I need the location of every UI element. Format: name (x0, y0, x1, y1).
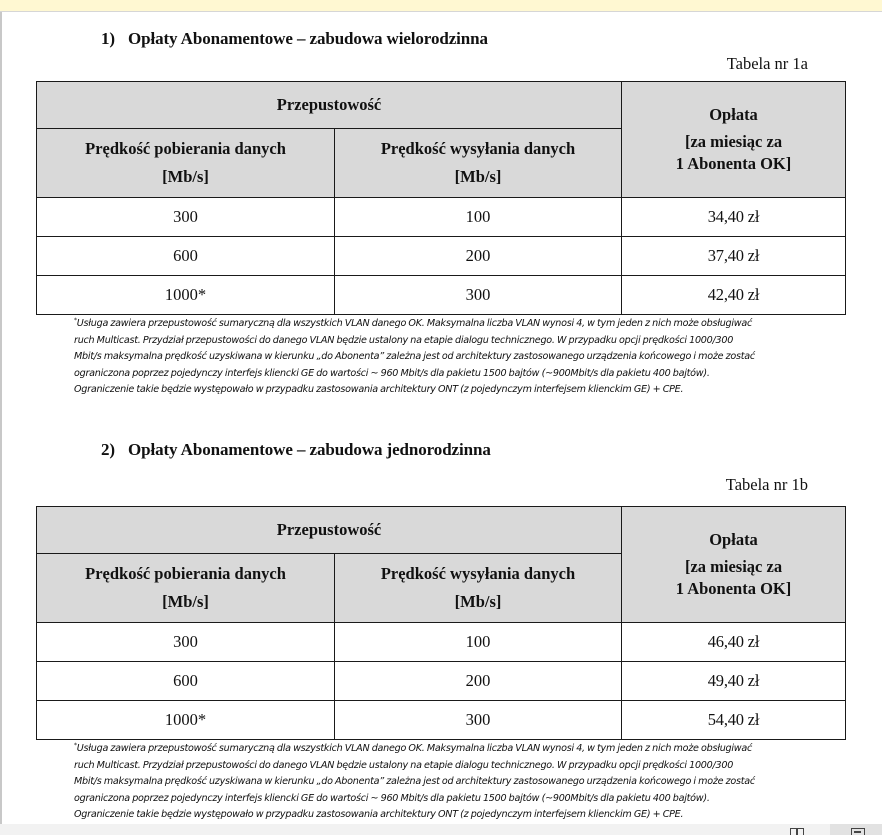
table-row (37, 198, 846, 237)
section-1-heading (101, 29, 488, 49)
fee-cell: 46,40 zł (622, 623, 846, 662)
upload-cell: 300 (335, 276, 622, 315)
read-mode-icon[interactable] (790, 828, 804, 835)
fee-header (622, 507, 846, 623)
download-cell: 300 (37, 198, 335, 237)
upload-cell: 200 (335, 662, 622, 701)
page-edge (0, 12, 2, 825)
table-label: Tabela nr 1b (725, 475, 808, 494)
status-bar (0, 824, 882, 835)
upload-cell: 100 (335, 198, 622, 237)
fee-title: Opłata (709, 105, 758, 124)
fee-cell: 49,40 zł (622, 662, 846, 701)
section-title: Opłaty Abonamentowe – zabudowa wielorodzinna (128, 29, 488, 48)
fee-header (622, 82, 846, 198)
download-header (37, 554, 335, 623)
table-row (37, 237, 846, 276)
message-bar (0, 0, 882, 12)
table-row (37, 701, 846, 740)
fee-table-1b (36, 506, 846, 740)
fee-cell: 54,40 zł (622, 701, 846, 740)
section-number: 2) (101, 440, 115, 459)
footnote-line: Ograniczenie takie będzie występowało w przypadku zastosowania architektury ONT (z pojedynczym interfejsem klienckim GE) + CPE. (74, 809, 684, 820)
footnote-line: *Usługa zawiera przepustowość sumaryczną dla wszystkich VLAN danego OK. Maksymalna liczba VLAN wynosi 4, w tym jeden z nich może obsługiwać (74, 317, 753, 329)
download-title: Prędkość pobierania danych (85, 564, 286, 583)
fee-subtitle-line2: 1 Abonenta OK] (675, 154, 792, 173)
upload-cell: 300 (335, 701, 622, 740)
upload-header (335, 129, 622, 198)
download-cell: 1000* (37, 276, 335, 315)
footnote-line: ruch Multicast. Przydział przepustowości do danego VLAN będzie ustalony na etapie dialogu technicznego. W przypadku opcji prędkości 1000/300 (74, 759, 734, 771)
footnote-1a (74, 313, 814, 399)
upload-unit: [Mb/s] (454, 167, 502, 186)
throughput-header: Przepustowość (37, 507, 622, 554)
section-number: 1) (101, 29, 115, 48)
download-title: Prędkość pobierania danych (85, 139, 286, 158)
download-cell: 600 (37, 662, 335, 701)
upload-header (335, 554, 622, 623)
upload-cell: 100 (335, 623, 622, 662)
fee-cell: 34,40 zł (622, 198, 846, 237)
footnote-marker: * (74, 742, 77, 749)
footnote-1b (74, 738, 814, 824)
upload-cell: 200 (335, 237, 622, 276)
footnote-line: ograniczona poprzez pojedynczy interfejs kliencki GE do wartości ~ 960 Mbit/s dla pakietu 1500 bajtów (~900Mbit/s dla pakietu 400 bajtów). (74, 367, 710, 379)
fee-cell: 37,40 zł (622, 237, 846, 276)
table-label: Tabela nr 1a (726, 54, 808, 73)
print-layout-icon[interactable] (851, 828, 865, 835)
download-unit: [Mb/s] (162, 167, 209, 186)
download-cell: 300 (37, 623, 335, 662)
fee-subtitle-line1: [za miesiąc za (684, 557, 783, 576)
fee-subtitle-line1: [za miesiąc za (684, 132, 783, 151)
section-2-heading (101, 440, 491, 460)
download-header (37, 129, 335, 198)
upload-unit: [Mb/s] (454, 592, 502, 611)
footnote-line: Ograniczenie takie będzie występowało w przypadku zastosowania architektury ONT (z pojedynczym interfejsem klienckim GE) + CPE. (74, 384, 684, 395)
footnote-line: Mbit/s maksymalna prędkość uzyskiwana w kierunku „do Abonenta” zależna jest od architektury zastosowanego urządzenia końcowego i może zostać (74, 776, 755, 787)
upload-title: Prędkość wysyłania danych (380, 564, 576, 583)
fee-subtitle-line2: 1 Abonenta OK] (675, 579, 792, 598)
upload-title: Prędkość wysyłania danych (380, 139, 576, 158)
download-unit: [Mb/s] (162, 592, 209, 611)
table-row (37, 623, 846, 662)
section-title: Opłaty Abonamentowe – zabudowa jednorodzinna (128, 440, 491, 459)
footnote-line: ruch Multicast. Przydział przepustowości do danego VLAN będzie ustalony na etapie dialogu technicznego. W przypadku opcji prędkości 1000/300 (74, 334, 734, 346)
table-row (37, 662, 846, 701)
footnote-line: *Usługa zawiera przepustowość sumaryczną dla wszystkich VLAN danego OK. Maksymalna liczba VLAN wynosi 4, w tym jeden z nich może obsługiwać (74, 742, 753, 754)
footnote-marker: * (74, 317, 77, 324)
download-cell: 1000* (37, 701, 335, 740)
footnote-line: ograniczona poprzez pojedynczy interfejs kliencki GE do wartości ~ 960 Mbit/s dla pakietu 1500 bajtów (~900Mbit/s dla pakietu 400 bajtów). (74, 792, 710, 804)
fee-table-1a (36, 81, 846, 315)
table-row (37, 276, 846, 315)
footnote-line: Mbit/s maksymalna prędkość uzyskiwana w kierunku „do Abonenta” zależna jest od architektury zastosowanego urządzenia końcowego i może zostać (74, 351, 755, 362)
fee-cell: 42,40 zł (622, 276, 846, 315)
fee-title: Opłata (709, 530, 758, 549)
throughput-header: Przepustowość (37, 82, 622, 129)
download-cell: 600 (37, 237, 335, 276)
